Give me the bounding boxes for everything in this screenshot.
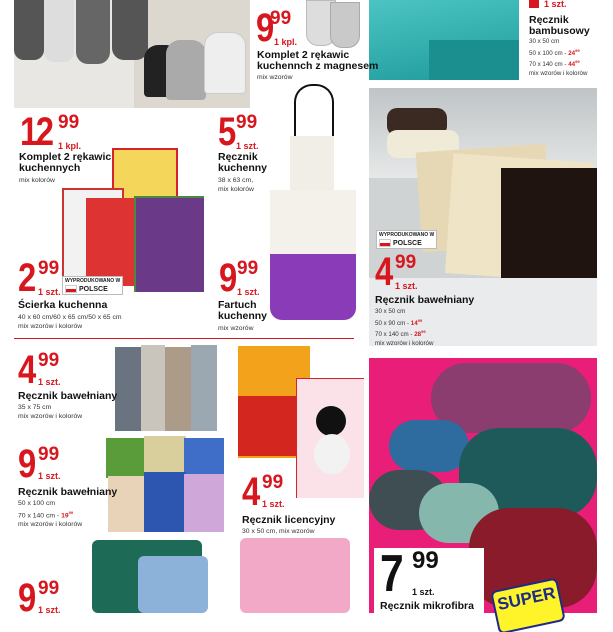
detail-line: mix wzorów i kolorów [18, 521, 83, 529]
product-title-p7 [375, 295, 474, 306]
title-line: Ręcznik mikrofibra [380, 600, 474, 612]
badge-top-text: WYPRODUKOWANO W [65, 278, 121, 284]
price-integer-clip [529, 0, 539, 8]
title-line: kuchenny [218, 310, 268, 322]
detail-line: mix wzorów i kolorów [18, 323, 83, 330]
title-line: Ręcznik bawełniany [375, 294, 475, 306]
price-unit: 1 szt. [38, 471, 61, 481]
product-details-p1 [257, 73, 293, 82]
price-decimal: 99 [236, 112, 258, 133]
title-line: Komplet 2 rękawic [257, 49, 350, 61]
detail-line: 70 x 140 cm - $19^{99}$ [18, 510, 74, 520]
price-unit: 1 szt. [38, 377, 61, 387]
price-p12 [380, 545, 439, 603]
price-p5 [18, 256, 61, 300]
embroidered-towels-photo [106, 436, 226, 534]
price-integer: 4 [18, 348, 34, 392]
price-unit: 1 szt. [236, 141, 259, 151]
price-p9 [18, 442, 61, 486]
price-unit: 1 szt. [38, 605, 61, 615]
product-details-p6 [218, 324, 254, 333]
price-unit: 1 kpl. [274, 37, 298, 47]
price-decimal: 99 [262, 472, 284, 493]
detail-line: mix wzorów [257, 74, 293, 81]
price-decimal: 99 [58, 112, 80, 133]
detail-line: mix wzorów [218, 325, 254, 332]
title-line: Ręcznik licencyjny [242, 514, 336, 526]
price-unit: 1 kpl. [58, 141, 82, 151]
price-decimal: 99 [38, 350, 60, 371]
price-decimal: 99 [38, 578, 60, 599]
detail-line: 30 x 50 cm, mix wzorów [242, 528, 315, 535]
price-integer: 5 [218, 110, 234, 154]
product-title-p4 [218, 152, 267, 174]
bath-towels-photo [92, 536, 350, 613]
product-title-p6 [218, 300, 267, 322]
price-p3 [20, 110, 82, 154]
title-line: Ręcznik [218, 151, 258, 163]
price-integer: 7 [380, 545, 402, 603]
price-p1 [256, 6, 298, 50]
detail-line: 70 x 140 cm - $28^{99}$ [375, 329, 426, 339]
price-decimal: 99 [270, 8, 292, 29]
price-unit: 1 szt. [544, 0, 567, 9]
product-title-p1 [257, 50, 378, 72]
badge-country: POLSCE [79, 285, 108, 293]
price-p10 [242, 470, 285, 514]
product-title-p10 [242, 515, 335, 526]
price-integer: 9 [256, 6, 272, 50]
price-integer: 9 [219, 256, 235, 300]
magnet-mitts-photo [298, 0, 368, 48]
title-line: bambusowy [529, 25, 590, 37]
oven-mitts-photo [14, 0, 250, 108]
title-line: Komplet 2 rękawic [19, 151, 112, 163]
detail-line: 50 x 100 cm [18, 500, 56, 507]
product-details-p4 [218, 176, 254, 194]
title-line: kuchenny [218, 162, 268, 174]
title-line: kuchennych [19, 162, 81, 174]
price-p6 [219, 256, 260, 300]
price-decimal: 99 [237, 258, 259, 279]
super-label: SUPER [495, 583, 558, 615]
detail-line: mix kolorów [218, 186, 254, 193]
product-details-p9 [18, 499, 82, 529]
title-line: Ręcznik bawełniany [18, 486, 118, 498]
detail-line: 30 x 50 cm [375, 308, 406, 315]
product-title-p12 [380, 601, 474, 612]
detail-line: 50 x 100 cm - $24^{99}$ [529, 47, 580, 57]
divider-line [14, 338, 354, 339]
product-details-p8 [18, 403, 82, 421]
price-unit: 1 szt. [262, 499, 285, 509]
detail-line: 40 x 60 cm/60 x 65 cm/50 x 65 cm [18, 314, 122, 321]
badge-country: POLSCE [393, 239, 422, 247]
detail-line: mix kolorów [19, 177, 55, 184]
title-line: Ręcznik [529, 14, 569, 26]
product-title-p3 [19, 152, 111, 174]
price-decimal: 99 [395, 252, 417, 273]
price-p4 [218, 110, 259, 154]
poland-flag-icon [379, 239, 391, 247]
product-details-p5 [18, 313, 122, 331]
product-details-p2 [529, 38, 587, 78]
price-unit: 1 szt. [395, 281, 418, 291]
title-line: kuchennch z magnesem [257, 60, 379, 72]
price-p11 [18, 576, 61, 620]
detail-line: mix wzorów i kolorów [529, 69, 588, 77]
title-line: Ręcznik bawełniany [18, 390, 118, 402]
product-title-p2 [529, 15, 590, 37]
product-title-p9 [18, 487, 117, 498]
price-integer: 9 [18, 442, 34, 486]
price-unit: 1 szt. [412, 587, 435, 597]
title-line: Fartuch [218, 299, 257, 311]
made-in-poland-badge [62, 276, 123, 295]
detail-line: 38 x 63 cm, [218, 177, 254, 184]
price-unit: 1 szt. [38, 287, 61, 297]
detail-line: 35 x 75 cm [18, 404, 52, 411]
price-p8 [18, 348, 61, 392]
price-integer: 4 [242, 470, 258, 514]
poland-flag-icon [65, 285, 77, 293]
detail-line: mix wzorów i kolorów [375, 339, 434, 347]
price-decimal: 99 [38, 444, 60, 465]
price-unit: 1 szt. [237, 287, 260, 297]
grey-towels-photo [115, 345, 219, 431]
detail-line: 30 x 50 cm [529, 38, 560, 45]
product-title-p5 [18, 300, 107, 311]
detail-line: 50 x 90 cm - $14^{99}$ [375, 317, 423, 327]
product-details-p3 [19, 176, 55, 185]
price-integer: 2 [18, 256, 34, 300]
price-integer: 4 [375, 250, 391, 294]
made-in-poland-badge [376, 230, 437, 249]
title-line: Ścierka kuchenna [18, 299, 108, 311]
product-title-p8 [18, 391, 117, 402]
product-details-p10 [242, 527, 315, 536]
product-details-p7 [375, 308, 433, 348]
detail-line: 70 x 140 cm - $44^{99}$ [529, 59, 580, 69]
price-decimal: 99 [412, 547, 439, 574]
badge-top-text: WYPRODUKOWANO W [379, 232, 435, 238]
price-integer: 9 [18, 576, 34, 620]
apron-photo [264, 84, 362, 320]
price-integer: 12 [20, 110, 52, 154]
price-decimal: 99 [38, 258, 60, 279]
price-p7 [375, 250, 418, 294]
detail-line: mix wzorów i kolorów [18, 413, 83, 420]
